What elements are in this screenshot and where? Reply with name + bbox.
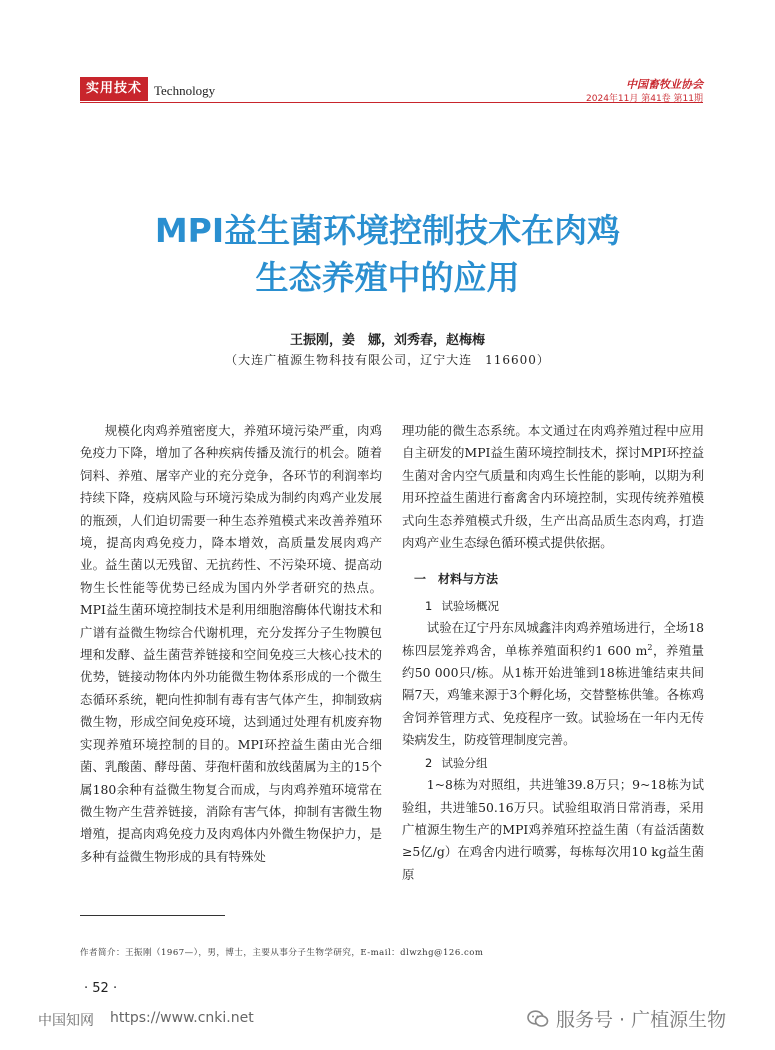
paragraph: 理功能的微生态系统。本文通过在肉鸡养殖过程中应用自主研发的MPI益生菌环境控制技术，探讨MPI环控益生菌对舍内空气质量和肉鸡生长性能的影响，以期为利用环控益生菌进行畜禽舍内环境控制，实现传统养殖模式向生态养殖模式升级，生产出高品质生态肉鸡，打造肉鸡产业生态绿色循环模式提供依据。: [402, 423, 704, 551]
subsection-number: 2: [425, 755, 433, 770]
issue-info: 2024年11月 第41卷 第11期: [586, 94, 703, 104]
superscript: 2: [647, 642, 653, 652]
subsection-heading: [402, 595, 704, 617]
section-heading: 一 材料与方法: [414, 572, 499, 587]
paragraph: [402, 617, 704, 751]
body-column-left: [80, 420, 382, 868]
cnki-url-watermark: https://www.cnki.net: [110, 1010, 254, 1026]
subsection-title: 试验场概况: [441, 598, 499, 613]
affiliation: （大连广植源生物科技有限公司，辽宁大连 116600）: [225, 353, 550, 367]
paragraph: 1~8栋为对照组，共进雏39.8万只；9~18栋为试验组，共进雏50.16万只。试验组取消日常消毒，采用广植源生物生产的MPI鸡养殖环控益生菌（有益活菌数≥5亿/g）在鸡舍内进行喷雾，每栋每次用10 kg益生菌原: [402, 777, 704, 882]
subsection-heading: [402, 752, 704, 774]
wechat-icon: [527, 1010, 549, 1028]
subsection-number: 1: [425, 598, 433, 613]
author-footnote: 作者简介：王振刚（1967—），男，博士，主要从事分子生物学研究，E-mail：dlwzhg@126.com: [80, 948, 484, 958]
authors: 王振刚，姜 娜，刘秀春，赵梅梅: [289, 333, 485, 348]
subsection-title: 试验分组: [441, 755, 488, 770]
article-title-line2: 生态养殖中的应用: [255, 258, 520, 297]
cnki-watermark: 中国知网: [38, 1013, 94, 1029]
paragraph-text: ，养殖量约50 000只/栋。从1栋开始进雏到18栋进雏结束共间隔7天，鸡雏来源于3个孵化场，交替整栋供雏。各栋鸡舍饲养管理方式、免疫程序一致。试验场在一年内无传染病发生，防疫管理制度完善。: [402, 642, 704, 748]
journal-name: 中国畜牧业协会: [626, 78, 703, 91]
section-label-en: Technology: [154, 83, 216, 98]
paragraph-text: 试验在辽宁丹东凤城鑫沣肉鸡养殖场进行，全场18栋四层笼养鸡舍，单栋养殖面积约1 600 m: [402, 620, 704, 658]
paragraph: 规模化肉鸡养殖密度大，养殖环境污染严重，肉鸡免疫力下降，增加了各种疾病传播及流行的机会。随着饲料、养殖、屠宰产业的充分竞争，各环节的利润率均持续下降，疫病风险与环境污染成为制约肉鸡产业发展的瓶颈，人们迫切需要一种生态养殖模式来改善养殖环境，提高肉鸡免疫力，降本增效，高质量发展肉鸡产业。益生菌以无残留、无抗药性、不污染环境、提高动物生长性能等优势已经成为国内外学者研究的热点。MPI益生菌环境控制技术是利用细胞溶酶体代谢技术和广谱有益微生物综合代谢机理，充分发挥分子生物膜包埋和发酵、益生菌营养链接和空间免疫三大核心技术的优势，链接动物体内外功能微生物体系形成的一个微生态循环系统，靶向性抑制有毒有害气体产生，抑制致病微生物，形成空间免疫环境，达到通过处理有机废弃物实现养殖环境控制的目的。MPI环控益生菌由光合细菌、乳酸菌、酵母菌、芽孢杆菌和放线菌属为主的15个属180余种有益微生物复合而成，与肉鸡养殖环境常在微生物产生营养链接，消除有害气体，抑制有害微生物增殖，提高肉鸡免疫力及肉鸡体内外微生物保护力，是多种有益微生物形成的具有特殊处: [80, 423, 382, 864]
page-number: · 52 ·: [84, 981, 118, 996]
footnote-rule: [80, 915, 225, 916]
article-title-line1: MPI益生菌环境控制技术在肉鸡: [154, 211, 621, 250]
section-tag: 实用技术: [80, 77, 148, 101]
body-column-right: [402, 420, 704, 886]
account-watermark: 服务号 · 广植源生物: [556, 1009, 727, 1031]
